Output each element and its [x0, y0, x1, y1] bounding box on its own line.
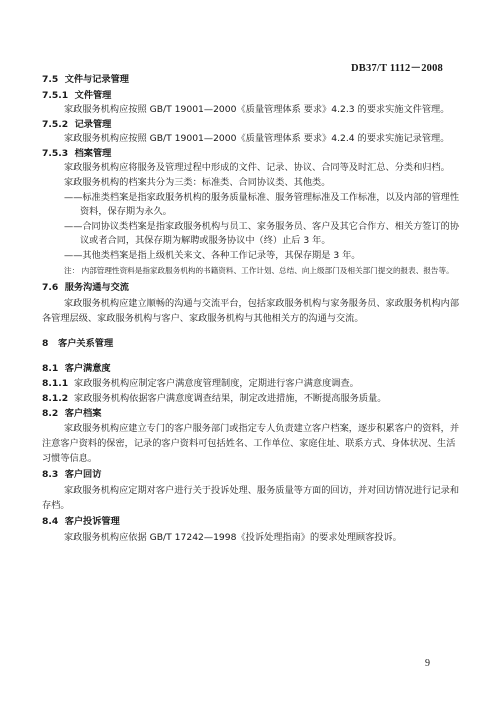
section-8-1-1 — [42, 378, 359, 390]
section-7-5-1-text: 家政服务机构应按照 GB/T 19001—2000《质量管理体系 要求》4.2.3 的要求实施文件管理。 — [64, 104, 450, 115]
section-number: 7.5.1 — [42, 90, 69, 101]
section-title: 客户关系管理 — [58, 338, 114, 349]
list-item: ——合同协议类档案是指家政服务机构与员工、家务服务员、客户及其它合作方、相关方签订的协 — [64, 221, 460, 232]
paragraph: 家政服务机构的档案共分为三类：标准类、合同协议类、其他类。 — [64, 177, 331, 188]
section-number: 7.6 — [42, 282, 59, 293]
section-7-5-2-heading — [42, 119, 111, 131]
section-number: 8.3 — [42, 469, 59, 480]
paragraph-continuation: 各管理层级、家政服务机构与客户、家政服务机构与其他相关方的沟通与交流。 — [42, 313, 364, 324]
section-number: 7.5.2 — [42, 119, 69, 130]
section-title: 客户投诉管理 — [64, 516, 120, 527]
section-title: 服务沟通与交流 — [64, 282, 129, 293]
section-8-2-heading — [42, 408, 101, 420]
section-8-1-2 — [42, 393, 386, 405]
page-number: 9 — [425, 658, 430, 669]
section-title: 文件管理 — [74, 90, 112, 101]
note: 注： 内部管理性资料是指家政服务机构的书籍资料、工作计划、总结、向上级部门及相关部门提交的报表、报告等。 — [64, 266, 454, 275]
list-item: ——其他类档案是指上级机关来文、各种工作记录等，其保存期是 3 年。 — [64, 250, 361, 261]
document-code: DB37/T 1112－2008 — [351, 63, 443, 74]
section-7-6-heading — [42, 282, 129, 294]
list-item-continuation: 议或者合同，其保存期为解聘或服务协议中（终）止后 3 年。 — [80, 235, 331, 246]
list-item: ——标准类档案是指家政服务机构的服务质量标准、服务管理标准及工作标准，以及内部的管理性 — [64, 192, 460, 203]
section-8-3-heading — [42, 469, 101, 481]
paragraph: 家政服务机构应定期对客户进行关于投诉处理、服务质量等方面的回访，并对回访情况进行记录和 — [64, 485, 460, 496]
section-number: 7.5.3 — [42, 148, 69, 159]
section-number: 8.1.1 — [42, 378, 69, 389]
section-text: 家政服务机构依据客户满意度调查结果，制定改进措施，不断提高服务质量。 — [74, 393, 387, 404]
section-title: 客户回访 — [64, 469, 102, 480]
section-number: 8.2 — [42, 408, 59, 419]
section-text: 家政服务机构应制定客户满意度管理制度，定期进行客户满意度调查。 — [74, 378, 359, 389]
section-number: 8 — [42, 338, 49, 349]
section-8-heading — [42, 338, 113, 350]
section-title: 文件与记录管理 — [64, 74, 129, 85]
paragraph: 家政服务机构应依据 GB/T 17242—1998《投诉处理指南》的要求处理顾客投诉。 — [64, 532, 402, 543]
paragraph-continuation: 注意客户资料的保密，记录的客户资料可包括姓名、工作单位、家庭住址、联系方式、身体状况、生活 — [42, 438, 456, 449]
section-title: 客户档案 — [64, 408, 102, 419]
section-8-1-heading — [42, 363, 111, 375]
paragraph-continuation: 习惯等信息。 — [42, 453, 98, 464]
paragraph-continuation: 存档。 — [42, 500, 70, 511]
section-7-5-heading — [42, 74, 129, 86]
section-7-5-1-heading — [42, 90, 111, 102]
section-8-4-heading — [42, 516, 120, 528]
list-item-continuation: 资料，保存期为永久。 — [80, 206, 172, 217]
section-7-5-2-text: 家政服务机构应按照 GB/T 19001—2000《质量管理体系 要求》4.2.4 的要求实施记录管理。 — [64, 133, 450, 144]
paragraph: 家政服务机构应建立顺畅的沟通与交流平台，包括家政服务机构与家务服务员、家政服务机构内部 — [64, 298, 460, 309]
paragraph: 家政服务机构应将服务及管理过程中形成的文件、记录、协议、合同等及时汇总、分类和归档。 — [64, 162, 450, 173]
section-number: 8.1.2 — [42, 393, 69, 404]
section-title: 客户满意度 — [64, 363, 111, 374]
section-number: 7.5 — [42, 74, 59, 85]
section-number: 8.4 — [42, 516, 59, 527]
section-number: 8.1 — [42, 363, 59, 374]
section-title: 记录管理 — [74, 119, 112, 130]
paragraph: 家政服务机构应建立专门的客户服务部门或指定专人负责建立客户档案，逐步积累客户的资料，并 — [64, 423, 460, 434]
section-7-5-3-heading — [42, 148, 111, 160]
section-title: 档案管理 — [74, 148, 112, 159]
